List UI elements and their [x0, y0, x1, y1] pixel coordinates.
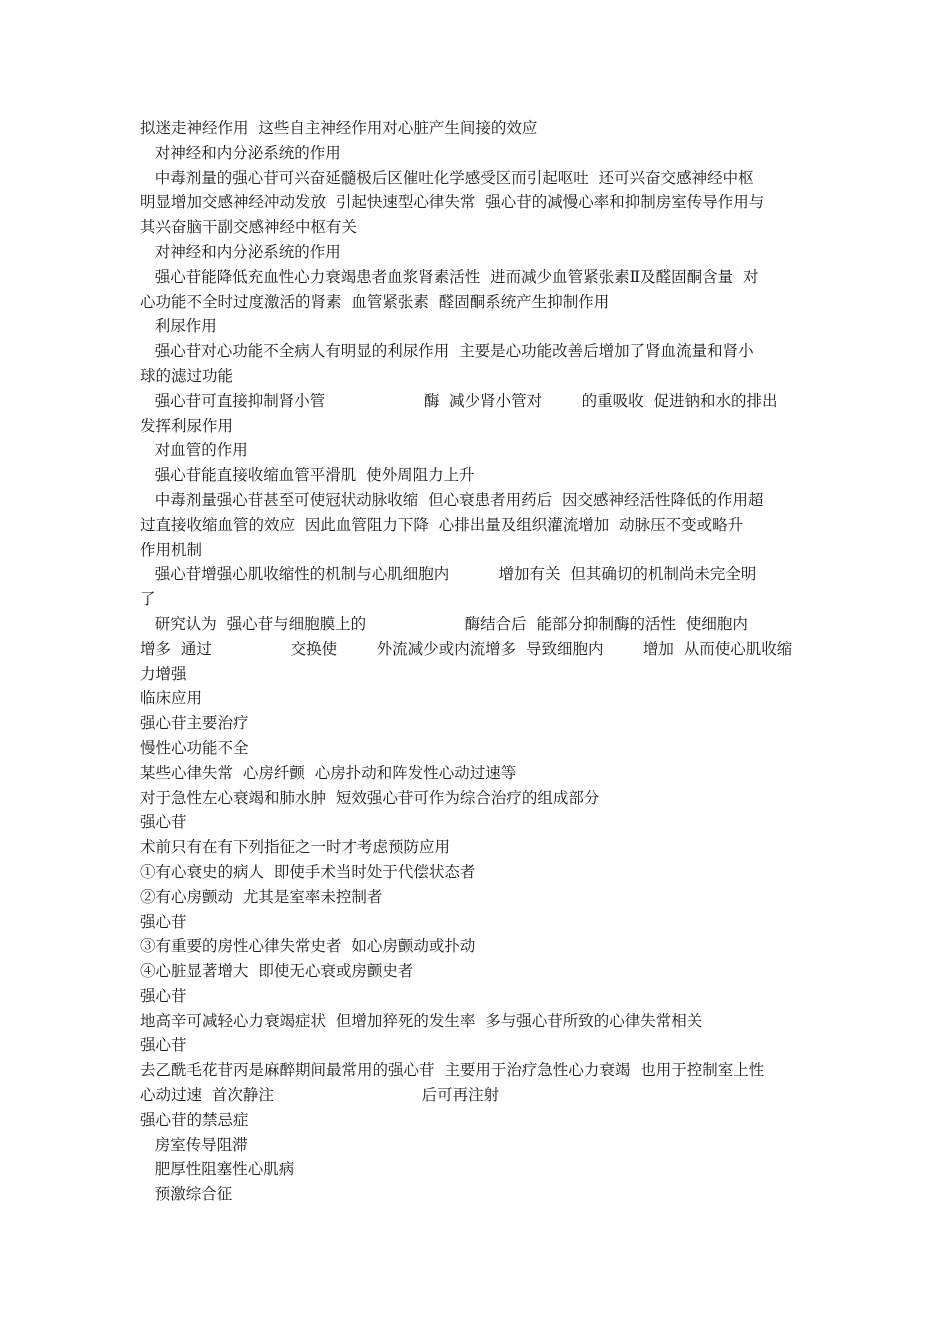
text-line: 拟迷走神经作用 这些自主神经作用对心脏产生间接的效应	[140, 119, 538, 137]
text-line: 对于急性左心衰竭和肺水肿 短效强心苷可作为综合治疗的组成部分	[140, 788, 600, 807]
text-line: 慢性心功能不全	[140, 738, 249, 757]
text-line: 强心苷能直接收缩血管平滑肌 使外周阻力上升	[140, 466, 475, 485]
text-line: 了	[140, 590, 156, 609]
text-line: 利尿作用	[140, 317, 217, 336]
document-body	[140, 116, 812, 1207]
text-line: 对血管的作用	[140, 441, 248, 460]
text-line: ②有心房颤动 尤其是室率未控制者	[140, 887, 383, 906]
text-line: 心功能不全时过度激活的肾素 血管紧张素 醛固酮系统产生抑制作用	[140, 292, 610, 311]
text-line: 研究认为 强心苷与细胞膜上的 酶结合后 能部分抑制酶的活性 使细胞内	[140, 614, 748, 633]
text-line: 力增强	[140, 664, 187, 683]
text-line: 强心苷主要治疗	[140, 714, 249, 733]
text-line: 明显增加交感神经冲动发放 引起快速型心律失常 强心苷的减慢心率和抑制房室传导作用与	[140, 193, 765, 212]
text-line: 强心苷增强心肌收缩性的机制与心肌细胞内 增加有关 但其确切的机制尚未完全明	[140, 565, 757, 584]
text-line: 强心苷可直接抑制肾小管 酶 减少肾小管对 的重吸收 促进钠和水的排出	[140, 391, 778, 410]
text-line: 球的滤过功能	[140, 366, 234, 385]
text-line: 对神经和内分泌系统的作用	[140, 242, 341, 261]
text-line: 房室传导阻滞	[140, 1135, 248, 1154]
text-line: 强心苷对心功能不全病人有明显的利尿作用 主要是心功能改善后增加了肾血流量和肾小	[140, 342, 754, 361]
text-line: 对神经和内分泌系统的作用	[140, 143, 341, 162]
text-line: 某些心律失常 心房纤颤 心房扑动和阵发性心动过速等	[140, 763, 517, 782]
text-line: 地高辛可减轻心力衰竭症状 但增加猝死的发生率 多与强心苷所致的心律失常相关	[140, 1011, 703, 1030]
text-line: 预激综合征	[140, 1185, 233, 1204]
text-line: 强心苷	[140, 912, 187, 931]
text-line: 作用机制	[140, 540, 203, 559]
text-line: 中毒剂量强心苷甚至可使冠状动脉收缩 但心衰患者用药后 因交感神经活性降低的作用超	[140, 490, 764, 509]
text-line: ③有重要的房性心律失常史者 如心房颤动或扑动	[140, 937, 476, 956]
text-line: 发挥利尿作用	[140, 416, 234, 435]
text-line: 去乙酰毛花苷丙是麻醉期间最常用的强心苷 主要用于治疗急性心力衰竭 也用于控制室上性	[140, 1061, 765, 1080]
text-line: 术前只有在有下列指征之一时才考虑预防应用	[140, 838, 451, 857]
text-line: ④心脏显著增大 即使无心衰或房颤史者	[140, 962, 414, 981]
text-line: 强心苷的禁忌症	[140, 1110, 249, 1129]
text-line: 强心苷	[140, 1036, 187, 1055]
text-line: 心动过速 首次静注 后可再注射	[140, 1086, 500, 1105]
text-line: 过直接收缩血管的效应 因此血管阻力下降 心排出量及组织灌流增加 动脉压不变或略升	[140, 515, 744, 534]
text-line: 强心苷能降低充血性心力衰竭患者血浆肾素活性 进而减少血管紧张素Ⅱ及醛固酮含量 对	[140, 267, 759, 286]
text-line: 中毒剂量的强心苷可兴奋延髓极后区催吐化学感受区而引起呕吐 还可兴奋交感神经中枢	[140, 168, 754, 187]
text-line: 临床应用	[140, 689, 203, 708]
text-line: 强心苷	[140, 813, 187, 832]
text-line: 肥厚性阻塞性心肌病	[140, 1160, 295, 1179]
text-line: 强心苷	[140, 986, 187, 1005]
text-line: ①有心衰史的病人 即使手术当时处于代偿状态者	[140, 862, 476, 881]
text-line: 其兴奋脑干副交感神经中枢有关	[140, 218, 358, 237]
text-line: 增多 通过 交换使 外流减少或内流增多 导致细胞内 增加 从而使心肌收缩	[140, 639, 793, 658]
